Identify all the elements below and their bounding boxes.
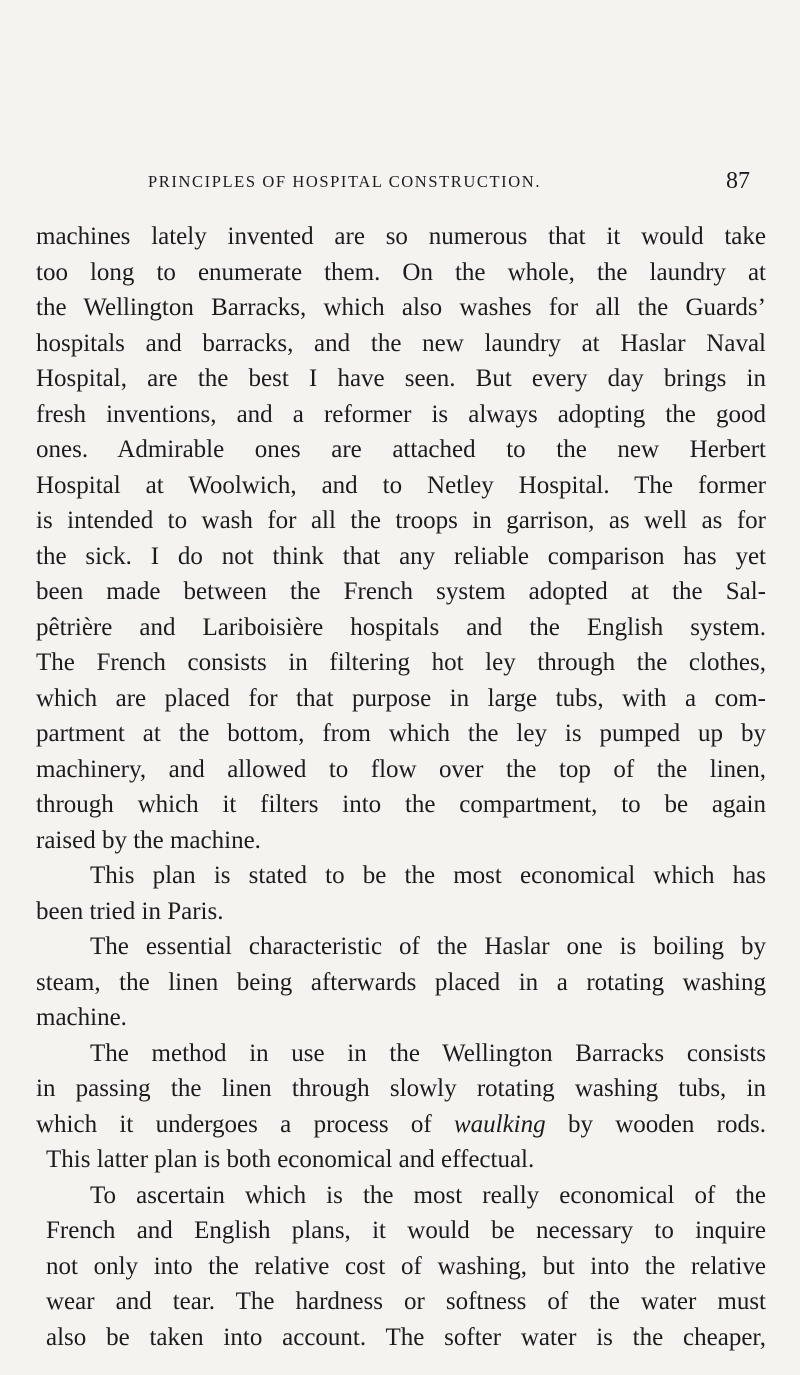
- text-line: Hospital at Woolwich, and to Netley Hospital. The former: [36, 471, 766, 499]
- text-line: pêtrière and Lariboisière hospitals and the English system.: [36, 613, 766, 641]
- text-line: steam, the linen being afterwards placed in a rotating washing: [36, 968, 766, 996]
- text-line: been made between the French system adopted at the Sal-: [36, 578, 766, 605]
- text-line: French and English plans, it would be necessary to inquire: [46, 1217, 766, 1244]
- text-line: machines lately invented are so numerous that it would take: [36, 223, 766, 250]
- text-line: been tried in Paris.: [36, 897, 224, 925]
- text-line: the Wellington Barracks, which also washes for all the Guards’: [36, 294, 766, 321]
- text-line: machine.: [36, 1004, 127, 1031]
- text-line: too long to enumerate them. On the whole, the laundry at: [36, 258, 766, 286]
- text-line: the sick. I do not think that any reliable comparison has yet: [36, 542, 766, 570]
- text-line: hospitals and barracks, and the new laundry at Haslar Naval: [36, 329, 766, 357]
- text-line: which are placed for that purpose in large tubs, with a com-: [36, 684, 766, 712]
- text-line: not only into the relative cost of washing, but into the relative: [46, 1252, 766, 1280]
- text-line: also be taken into account. The softer water is the cheaper,: [46, 1323, 766, 1351]
- emphasized-word: waulking: [453, 1110, 546, 1138]
- running-title: PRINCIPLES OF HOSPITAL CONSTRUCTION.: [148, 172, 542, 191]
- text-line: To ascertain which is the most really economical of the: [90, 1181, 766, 1209]
- text-line: wear and tear. The hardness or softness of the water must: [46, 1288, 766, 1315]
- text-line: raised by the machine.: [36, 826, 261, 854]
- text-line: [36, 1107, 766, 1143]
- text-line: machinery, and allowed to flow over the top of the linen,: [36, 755, 766, 783]
- text-line: through which it filters into the compartment, to be again: [36, 791, 766, 818]
- text-line: is intended to wash for all the troops in garrison, as well as for: [36, 507, 766, 534]
- text-line: The essential characteristic of the Haslar one is boiling by: [90, 933, 766, 960]
- text-line: The French consists in filtering hot ley through the clothes,: [36, 649, 766, 676]
- text-line: This latter plan is both economical and effectual.: [46, 1146, 535, 1173]
- text-line: in passing the linen through slowly rotating washing tubs, in: [36, 1075, 766, 1102]
- page-number: 87: [726, 168, 750, 194]
- text-line: ones. Admirable ones are attached to the new Herbert: [36, 436, 766, 463]
- body-text: [36, 219, 766, 1355]
- text-segment: by wooden rods.: [545, 1110, 766, 1138]
- text-line: fresh inventions, and a reformer is always adopting the good: [36, 400, 766, 428]
- text-line: Hospital, are the best I have seen. But every day brings in: [36, 365, 766, 392]
- text-segment: which it undergoes a process of: [36, 1110, 454, 1138]
- text-line: The method in use in the Wellington Barracks consists: [90, 1039, 766, 1067]
- text-line: This plan is stated to be the most economical which has: [90, 862, 766, 889]
- text-line: partment at the bottom, from which the ley is pumped up by: [36, 720, 766, 747]
